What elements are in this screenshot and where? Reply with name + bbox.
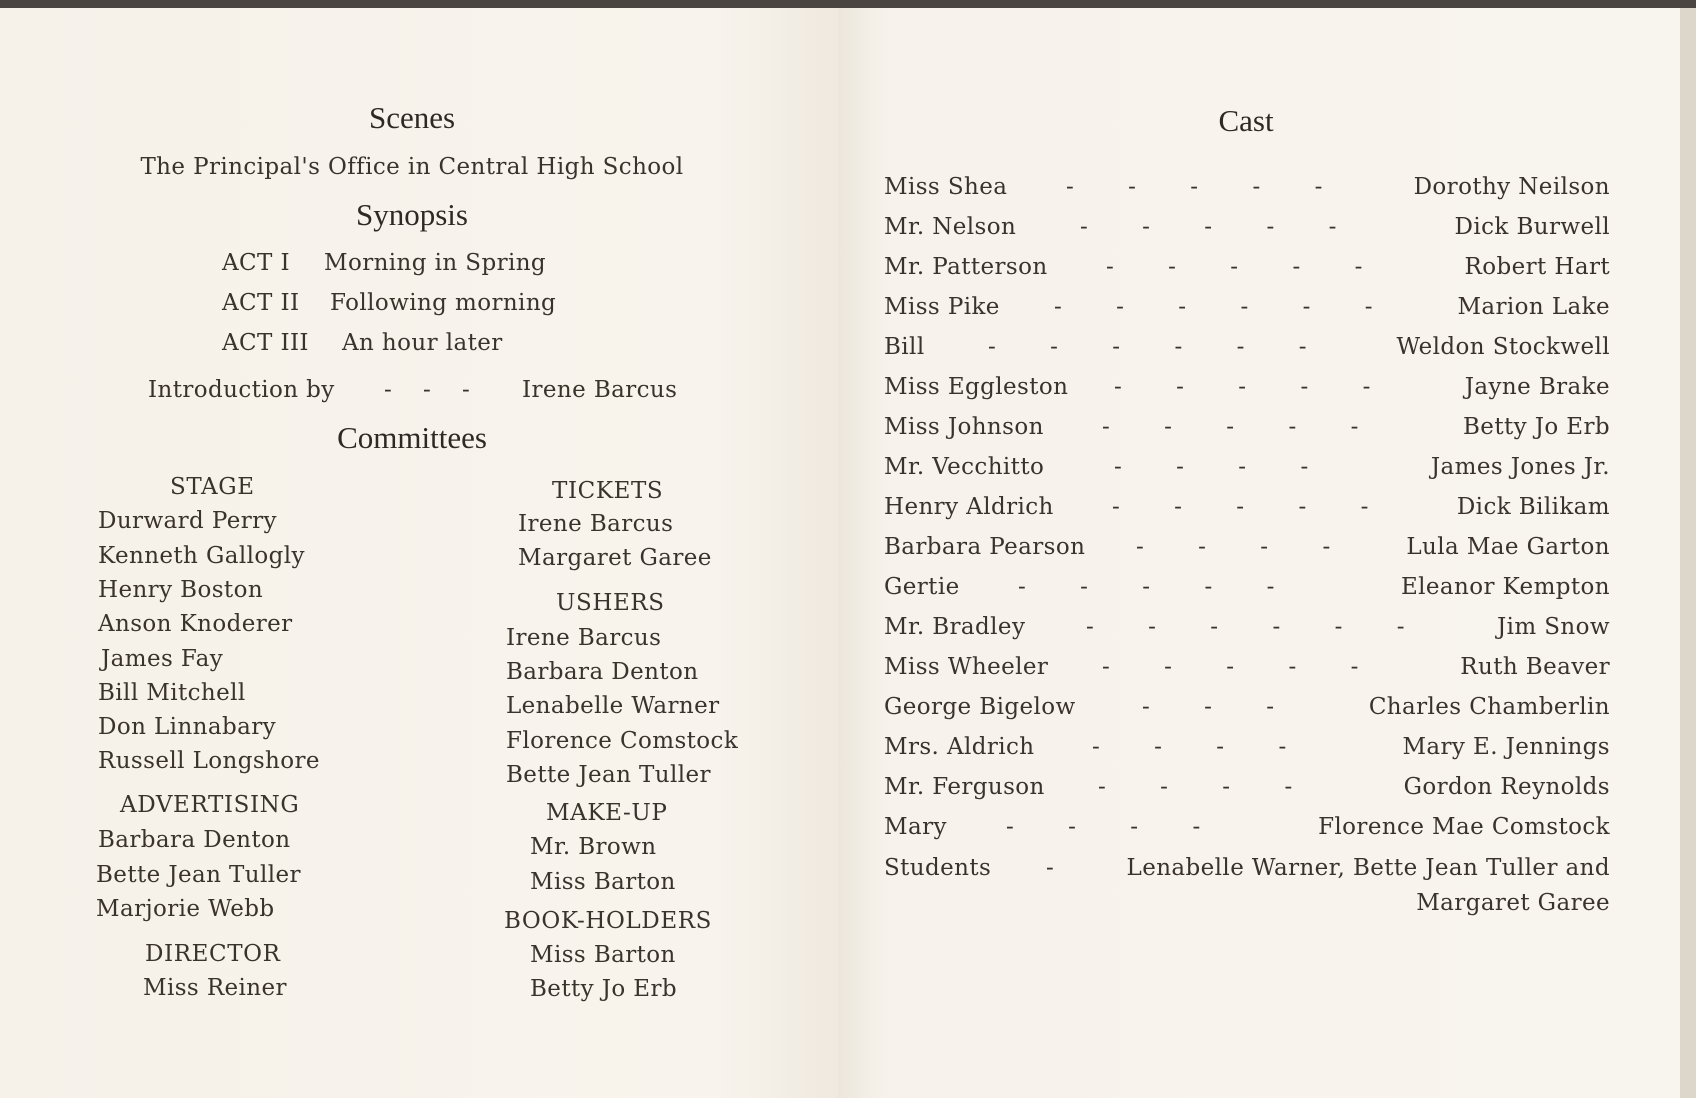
cast-actor: Gordon Reynolds [1403,774,1610,800]
cast-row [884,414,1610,444]
cast-row [884,454,1610,484]
cast-row [884,574,1610,604]
cast-row [884,814,1610,844]
cast-dashes: - - - - - [1066,174,1323,200]
cast-actor: Dorothy Neilson [1413,174,1610,200]
cast-role: Miss Wheeler [884,654,1049,680]
cast-row [884,534,1610,564]
stage-member: Anson Knoderer [98,611,293,637]
cast-dashes: - - - - [1136,534,1331,560]
tickets-member: Margaret Garee [518,545,712,571]
cast-dashes: - - - - [1006,814,1201,840]
stage-member: Don Linnabary [98,714,277,740]
cast-dashes: - - - - - [1018,574,1275,600]
cast-role: Miss Johnson [884,414,1044,440]
cast-role: Gertie [884,574,960,600]
top-shadow-strip [0,0,1696,8]
cast-row [884,654,1610,684]
cast-role: George Bigelow [884,694,1076,720]
cast-actor: Charles Chamberlin [1368,694,1610,720]
act-1-desc: Morning in Spring [324,250,547,276]
cast-role: Henry Aldrich [884,494,1054,520]
cast-role: Miss Shea [884,174,1008,200]
cast-dashes: - - - - - - [1054,294,1373,320]
cast-row [884,774,1610,804]
cast-role: Mr. Patterson [884,254,1048,280]
right-edge-shadow [1680,8,1696,1098]
cast-dashes: - - - - - [1102,654,1359,680]
cast-row [884,334,1610,364]
cast-role: Mr. Vecchitto [884,454,1045,480]
cast-dashes: - - - - - [1106,254,1363,280]
cast-dashes: - - - - [1114,454,1309,480]
cast-dashes: - - - - [1098,774,1293,800]
advertising-member: Marjorie Webb [96,896,275,922]
cast-actor: Margaret Garee [1416,890,1610,916]
ushers-member: Lenabelle Warner [506,693,720,719]
cast-dashes: - - - - [1092,734,1287,760]
makeup-member: Mr. Brown [530,834,657,860]
cast-role: Miss Eggleston [884,374,1069,400]
scenes-text: The Principal's Office in Central High School [140,154,684,180]
cast-row [884,254,1610,284]
cast-dashes: - - - [1142,694,1275,720]
advertising-title: ADVERTISING [120,792,300,818]
cast-dashes: - - - - - [1114,374,1371,400]
cast-actor: Florence Mae Comstock [1318,814,1610,840]
advertising-member: Bette Jean Tuller [96,862,301,888]
cast-row [884,734,1610,764]
cast-dashes: - - - - - [1102,414,1359,440]
cast-row [884,494,1610,524]
cast-row [884,294,1610,324]
cast-role: Mary [884,814,947,840]
cast-actor: Weldon Stockwell [1396,334,1610,360]
stage-member: James Fay [101,646,224,672]
cast-dashes: - [1046,855,1055,881]
cast-actor: Marion Lake [1457,294,1610,320]
cast-actor: Dick Bilikam [1456,494,1610,520]
introduction-name: Irene Barcus [522,377,678,403]
cast-row-students-continued [884,890,1610,920]
scenes-heading: Scenes [368,100,456,135]
act-2-label: ACT II [222,290,300,316]
stage-member: Durward Perry [98,508,277,534]
cast-actor: Robert Hart [1464,254,1610,280]
cast-dashes: - - - - - - [1086,614,1405,640]
makeup-member: Miss Barton [530,869,676,895]
bookholders-member: Miss Barton [530,942,676,968]
act-1-label: ACT I [222,250,290,276]
ushers-member: Barbara Denton [506,659,699,685]
stage-member: Kenneth Gallogly [98,543,305,569]
tickets-member: Irene Barcus [518,511,674,537]
cast-actor: James Jones Jr. [1430,454,1610,480]
cast-actor: Eleanor Kempton [1400,574,1610,600]
ushers-title: USHERS [556,590,665,616]
cast-row [884,214,1610,244]
cast-heading: Cast [1218,103,1274,138]
cast-row [884,614,1610,644]
director-member: Miss Reiner [143,975,287,1001]
cast-actor: Mary E. Jennings [1402,734,1610,760]
advertising-member: Barbara Denton [98,827,291,853]
stage-title: STAGE [170,474,255,500]
cast-role: Mr. Bradley [884,614,1026,640]
stage-member: Russell Longshore [98,748,320,774]
cast-role: Students [884,855,992,881]
cast-role: Barbara Pearson [884,534,1086,560]
cast-role: Mrs. Aldrich [884,734,1035,760]
cast-actor: Lula Mae Garton [1406,534,1610,560]
cast-actor: Dick Burwell [1454,214,1610,240]
cast-actor: Jayne Brake [1464,374,1610,400]
cast-dashes: - - - - - [1080,214,1337,240]
act-3-label: ACT III [222,330,309,356]
cast-row-students [884,855,1610,885]
committees-heading: Committees [337,420,487,455]
act-3-desc: An hour later [342,330,503,356]
cast-actor: Betty Jo Erb [1463,414,1610,440]
bookholders-title: BOOK-HOLDERS [504,908,713,934]
cast-role: Mr. Nelson [884,214,1017,240]
synopsis-heading: Synopsis [356,197,468,232]
director-title: DIRECTOR [145,941,281,967]
cast-row [884,374,1610,404]
ushers-member: Irene Barcus [506,625,662,651]
cast-dashes: - - - - - [1112,494,1369,520]
cast-role: Bill [884,334,925,360]
ushers-member: Bette Jean Tuller [506,762,711,788]
bookholders-member: Betty Jo Erb [530,976,677,1002]
ushers-member: Florence Comstock [506,728,739,754]
cast-actor: Lenabelle Warner, Bette Jean Tuller and [1126,855,1610,881]
stage-member: Bill Mitchell [98,680,246,706]
cast-dashes: - - - - - - [988,334,1307,360]
introduction-label: Introduction by [148,377,335,403]
introduction-dashes: - - - [384,377,471,403]
tickets-title: TICKETS [552,478,664,504]
cast-role: Miss Pike [884,294,1000,320]
cast-row [884,694,1610,724]
cast-actor: Ruth Beaver [1460,654,1610,680]
cast-actor: Jim Snow [1496,614,1610,640]
cast-role: Mr. Ferguson [884,774,1045,800]
act-2-desc: Following morning [330,290,557,316]
stage-member: Henry Boston [98,577,264,603]
cast-row [884,174,1610,204]
makeup-title: MAKE-UP [546,800,668,826]
